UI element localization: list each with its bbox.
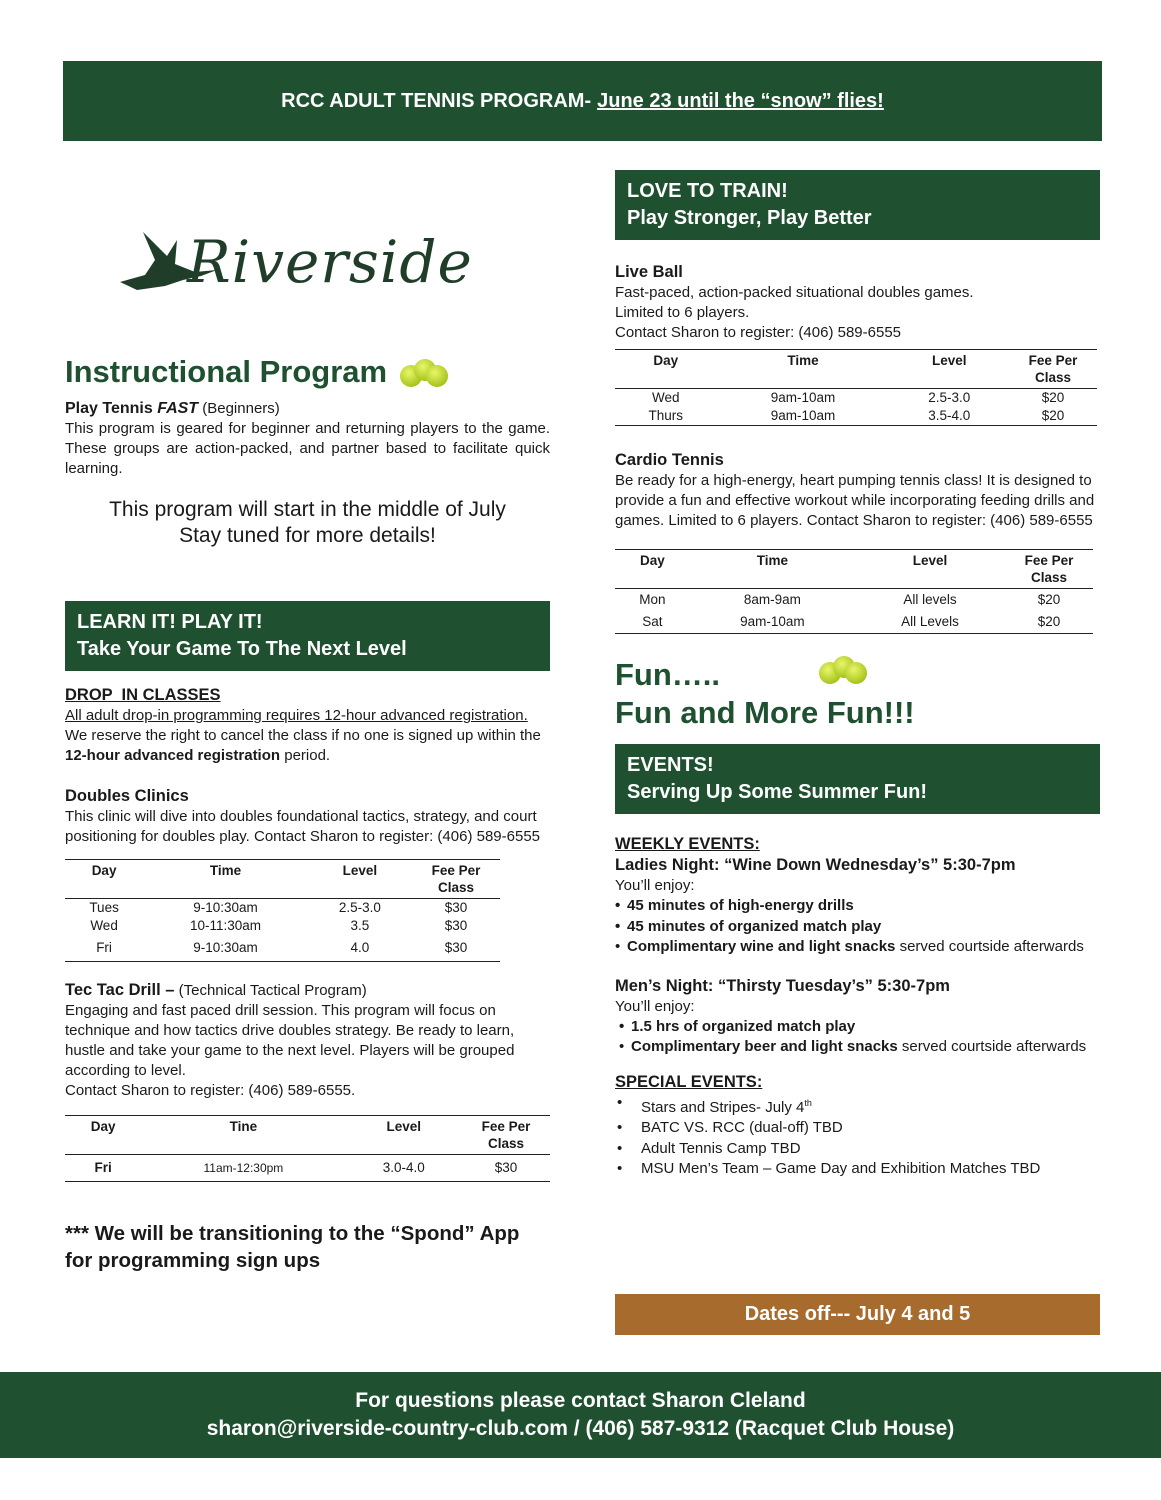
cell: $20 <box>1041 390 1065 405</box>
cell: $20 <box>1037 592 1061 607</box>
tectac-contact: Contact Sharon to register: (406) 589-6555. <box>65 1082 356 1099</box>
dates-off-banner: Dates off--- July 4 and 5 <box>615 1294 1100 1335</box>
special-1-sup: th <box>804 1097 812 1108</box>
ladies-3-bold: Complimentary wine and light snacks <box>627 938 896 955</box>
liveball-line3: Contact Sharon to register: (406) 589-6555 <box>615 324 902 341</box>
cell: 9am-10am <box>740 614 805 629</box>
cell: Mon <box>639 592 666 607</box>
cell: 11am-12:30pm <box>203 1161 284 1175</box>
footer-contact <box>0 1372 1161 1458</box>
cardio-table <box>615 549 1093 634</box>
cell: $30 <box>444 940 468 955</box>
liveball-th-time: Time <box>787 353 819 368</box>
cardio-th-day: Day <box>639 553 665 568</box>
ladies-enjoy: You’ll enjoy: <box>615 877 695 894</box>
weekly-title: WEEKLY EVENTS: <box>615 835 760 853</box>
cell: 8am-9am <box>743 592 801 607</box>
footer-line1: For questions please contact Sharon Cleland <box>355 1389 806 1412</box>
tectac-th-fee: Fee Per Class <box>481 1119 531 1151</box>
doubles-desc: This clinic will dive into doubles foundational tactics, strategy, and court positioning for doubles play. Contact Sharon to register: (406) 589-6555 <box>65 808 541 845</box>
dropin-section <box>65 685 550 766</box>
banner-dates: June 23 until the “snow” flies! <box>597 89 884 112</box>
learn-header-line1: LEARN IT! PLAY IT! <box>77 611 263 633</box>
dropin-bold: 12-hour advanced registration <box>65 747 281 764</box>
tectac-th-day: Day <box>90 1119 116 1134</box>
cell: $20 <box>1041 408 1065 423</box>
cell: 9-10:30am <box>193 940 258 955</box>
tectac-desc: Engaging and fast paced drill session. This program will focus on technique and how tactics drive doubles strategy. Be ready to learn, hustle and take your game to the next level. Players will be grouped according to level. <box>65 1002 515 1079</box>
events-header <box>615 744 1100 814</box>
ladies-list <box>615 896 1100 958</box>
top-banner <box>63 61 1102 141</box>
cell: 2.5-3.0 <box>338 900 381 915</box>
cell: 9-10:30am <box>193 900 258 915</box>
tectac-section <box>65 980 550 1182</box>
cell: All Levels <box>901 614 959 629</box>
notice-line-2: Stay tuned for more details! <box>179 524 436 547</box>
tectac-heading <box>65 980 550 1001</box>
play-fast-a: Play Tennis <box>65 400 158 417</box>
footer-line2: sharon@riverside-country-club.com / (406) 587-9312 (Racquet Club House) <box>206 1417 955 1440</box>
tectac-table <box>65 1115 550 1182</box>
tennis-balls-icon <box>396 359 448 389</box>
special-title: SPECIAL EVENTS: <box>615 1072 763 1091</box>
list-item: • 1.5 hrs of organized match play <box>619 1017 1100 1038</box>
cell: 4.0 <box>350 940 370 955</box>
list-item <box>619 1037 1100 1058</box>
cell: Sat <box>642 614 663 629</box>
cell: All levels <box>903 592 957 607</box>
play-fast-b: FAST <box>157 400 199 417</box>
table-row <box>615 611 1093 634</box>
list-item <box>615 1093 1100 1119</box>
cell: 9am-10am <box>770 408 836 423</box>
dropin-desc <box>65 706 550 766</box>
list-item: • 45 minutes of organized match play <box>615 917 1100 938</box>
cell: Fri <box>96 940 112 955</box>
cell: Tues <box>89 900 119 915</box>
left-column <box>65 210 550 1274</box>
list-item <box>615 937 1100 958</box>
doubles-th-time: Time <box>209 863 242 878</box>
cell: 3.5-4.0 <box>928 408 971 423</box>
cell: Fri <box>94 1160 112 1175</box>
instructional-desc: This program is geared for beginner and returning players to the game. These groups are action-packed, and partner based to facilitate quick learning. <box>65 420 550 477</box>
tectac-subtitle: (Technical Tactical Program) <box>174 982 367 999</box>
dropin-middle: We reserve the right to cancel the class if no one is signed up within the <box>65 727 541 744</box>
table-row <box>65 899 500 918</box>
cardio-th-time: Time <box>756 553 788 568</box>
doubles-title: Doubles Clinics <box>65 787 189 805</box>
mens-2-rest: served courtside afterwards <box>897 1038 1087 1055</box>
cell: 3.0-4.0 <box>382 1160 425 1175</box>
cardio-desc: Be ready for a high-energy, heart pumping tennis class! It is designed to provide a fun and effective workout while incorporating feeding drills and games. Limited to 6 players. Contact Sharon to register: (406) 589-6555 <box>615 472 1095 529</box>
cell: Wed <box>651 390 680 405</box>
mens-2-bold: Complimentary beer and light snacks <box>631 1038 898 1055</box>
learn-header <box>65 601 550 671</box>
events-header-line1: EVENTS! <box>627 754 714 776</box>
liveball-section <box>615 262 1100 426</box>
play-fast-heading <box>65 399 550 419</box>
notice-line-1: This program will start in the middle of July <box>109 498 506 521</box>
table-row <box>615 389 1097 408</box>
doubles-th-level: Level <box>342 863 378 878</box>
mens-enjoy: You’ll enjoy: <box>615 997 695 1015</box>
liveball-table <box>615 349 1097 426</box>
table-row <box>65 917 500 935</box>
learn-header-line2: Take Your Game To The Next Level <box>77 638 407 660</box>
fun-line1: Fun….. <box>615 657 721 692</box>
cell: $20 <box>1037 614 1061 629</box>
cardio-section <box>615 450 1100 634</box>
liveball-th-fee: Fee Per Class <box>1028 353 1078 385</box>
special-1: Stars and Stripes- July 4 <box>641 1098 805 1116</box>
liveball-th-day: Day <box>653 353 679 368</box>
dropin-end: period. <box>280 747 331 764</box>
liveball-line2: Limited to 6 players. <box>615 304 750 321</box>
ladies-title: Ladies Night: “Wine Down Wednesday’s” 5:30-7pm <box>615 856 1016 874</box>
instructional-section <box>65 353 550 549</box>
doubles-th-day: Day <box>91 863 117 878</box>
cell: Thurs <box>648 408 683 423</box>
cell: Wed <box>90 918 118 933</box>
table-row <box>65 1155 550 1182</box>
table-row <box>615 589 1093 612</box>
mens-list <box>615 1017 1100 1058</box>
cell: $30 <box>444 900 468 915</box>
banner-prefix: RCC ADULT TENNIS PROGRAM- <box>281 89 592 112</box>
special-events <box>615 1072 1100 1180</box>
mens-title: Men’s Night: “Thirsty Tuesday’s” 5:30-7pm <box>615 976 950 995</box>
cell: 10-11:30am <box>189 918 261 933</box>
dropin-title: DROP IN CLASSES <box>65 686 221 704</box>
tectac-th-level: Level <box>386 1119 422 1134</box>
logo-text: Riverside <box>187 228 473 296</box>
doubles-section <box>65 786 550 962</box>
dropin-underlined: All adult drop-in programming requires 12-hour advanced registration. <box>65 707 528 724</box>
play-fast-c: (Beginners) <box>198 400 280 417</box>
cell: 2.5-3.0 <box>928 390 971 405</box>
list-item: • BATC VS. RCC (dual-off) TBD <box>615 1118 1100 1139</box>
cell: $30 <box>494 1160 518 1175</box>
liveball-title: Live Ball <box>615 263 683 281</box>
cardio-th-level: Level <box>912 553 948 568</box>
doubles-th-fee: Fee Per Class <box>431 863 481 895</box>
fun-heading <box>615 656 1100 732</box>
right-column <box>615 170 1100 1180</box>
train-header <box>615 170 1100 240</box>
tectac-th-time: Tine <box>229 1119 258 1134</box>
liveball-line1: Fast-paced, action-packed situational doubles games. <box>615 284 974 301</box>
fun-line2: Fun and More Fun!!! <box>615 695 915 730</box>
list-item: • MSU Men’s Team – Game Day and Exhibition Matches TBD <box>615 1159 1100 1180</box>
train-header-line1: LOVE TO TRAIN! <box>627 180 788 202</box>
table-row <box>65 935 500 962</box>
special-list <box>615 1093 1100 1180</box>
instructional-title <box>65 353 550 391</box>
cell: 3.5 <box>350 918 370 933</box>
cell: $30 <box>444 918 468 933</box>
list-item: • 45 minutes of high-energy drills <box>615 896 1100 917</box>
doubles-table <box>65 859 500 962</box>
weekly-events <box>615 834 1100 1058</box>
tennis-balls-icon <box>815 656 867 686</box>
events-header-line2: Serving Up Some Summer Fun! <box>627 781 928 803</box>
tectac-title: Tec Tac Drill – <box>65 981 175 999</box>
liveball-th-level: Level <box>932 353 967 368</box>
cell: 9am-10am <box>770 390 836 405</box>
instructional-title-text: Instructional Program <box>65 354 388 389</box>
train-header-line2: Play Stronger, Play Better <box>627 207 872 229</box>
riverside-logo <box>115 210 550 335</box>
cardio-th-fee: Fee Per Class <box>1024 553 1074 585</box>
table-row <box>615 407 1097 426</box>
ladies-3-rest: served courtside afterwards <box>895 938 1084 955</box>
instructional-notice <box>65 497 550 549</box>
list-item: • Adult Tennis Camp TBD <box>615 1139 1100 1160</box>
cardio-title: Cardio Tennis <box>615 451 724 469</box>
spond-note: *** We will be transitioning to the “Spond” App for programming sign ups <box>65 1222 520 1272</box>
